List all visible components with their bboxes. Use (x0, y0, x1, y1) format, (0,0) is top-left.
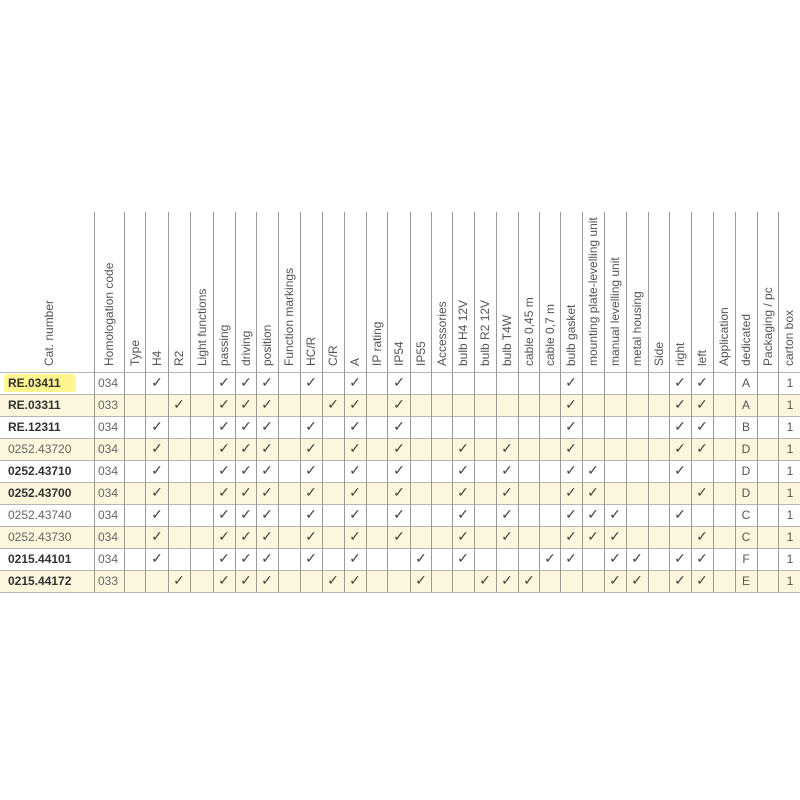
column-divider (648, 212, 649, 592)
column-divider (94, 212, 95, 592)
check-mark: ✓ (173, 572, 185, 588)
check-mark: ✓ (565, 484, 577, 500)
column-header: driving (239, 330, 253, 366)
check-mark: ✓ (565, 374, 577, 390)
check-mark: ✓ (305, 440, 317, 456)
row-divider (0, 394, 800, 395)
check-mark: ✓ (696, 418, 708, 434)
check-mark: ✓ (261, 506, 273, 522)
check-mark: ✓ (565, 528, 577, 544)
check-mark: ✓ (349, 528, 361, 544)
application-code: D (741, 464, 751, 478)
check-mark: ✓ (696, 572, 708, 588)
check-mark: ✓ (393, 528, 405, 544)
check-mark: ✓ (305, 550, 317, 566)
check-mark: ✓ (305, 418, 317, 434)
check-mark: ✓ (501, 440, 513, 456)
homologation-code: 034 (98, 464, 119, 478)
check-mark: ✓ (457, 528, 469, 544)
column-divider (474, 212, 475, 592)
cat-number: RE.03311 (8, 398, 61, 412)
column-divider (539, 212, 540, 592)
column-divider (518, 212, 519, 592)
check-mark: ✓ (349, 484, 361, 500)
check-mark: ✓ (393, 506, 405, 522)
check-mark: ✓ (696, 396, 708, 412)
check-mark: ✓ (501, 462, 513, 478)
application-code: F (742, 552, 750, 566)
check-mark: ✓ (523, 572, 535, 588)
check-mark: ✓ (218, 396, 230, 412)
column-header: cable 0,45 m (522, 297, 536, 366)
column-header: dedicated (739, 313, 753, 366)
check-mark: ✓ (696, 374, 708, 390)
check-mark: ✓ (479, 572, 491, 588)
check-mark: ✓ (674, 572, 686, 588)
check-mark: ✓ (393, 374, 405, 390)
column-divider (410, 212, 411, 592)
check-mark: ✓ (240, 484, 252, 500)
row-divider (0, 460, 800, 461)
check-mark: ✓ (674, 374, 686, 390)
check-mark: ✓ (349, 572, 361, 588)
column-header: C/R (326, 345, 340, 366)
column-header: IP54 (392, 341, 406, 366)
column-header: H4 (150, 350, 164, 366)
column-divider (626, 212, 627, 592)
carton-box-qty: 1 (786, 486, 794, 500)
check-mark: ✓ (218, 462, 230, 478)
check-mark: ✓ (631, 550, 643, 566)
row-divider (0, 438, 800, 439)
check-mark: ✓ (609, 572, 621, 588)
column-header: metal housing (630, 291, 644, 366)
check-mark: ✓ (240, 374, 252, 390)
homologation-code: 034 (98, 552, 119, 566)
column-header: bulb T4W (500, 314, 514, 366)
cat-number: 0252.43730 (8, 530, 72, 544)
column-header: mounting plate-levelling unit (586, 217, 600, 366)
check-mark: ✓ (457, 550, 469, 566)
homologation-code: 034 (98, 376, 119, 390)
check-mark: ✓ (674, 440, 686, 456)
column-divider (713, 212, 714, 592)
check-mark: ✓ (151, 440, 163, 456)
row-divider (0, 526, 800, 527)
check-mark: ✓ (261, 484, 273, 500)
check-mark: ✓ (151, 374, 163, 390)
check-mark: ✓ (415, 572, 427, 588)
homologation-code: 034 (98, 486, 119, 500)
check-mark: ✓ (240, 418, 252, 434)
check-mark: ✓ (151, 528, 163, 544)
column-header: right (673, 342, 687, 366)
application-code: C (741, 508, 751, 522)
column-header: manual levelling unit (608, 257, 622, 366)
column-header: Accessories (435, 301, 449, 366)
check-mark: ✓ (457, 462, 469, 478)
column-header: R2 (172, 350, 186, 366)
check-mark: ✓ (240, 506, 252, 522)
check-mark: ✓ (501, 572, 513, 588)
check-mark: ✓ (565, 440, 577, 456)
row-divider (0, 482, 800, 483)
check-mark: ✓ (151, 506, 163, 522)
column-header: passing (217, 324, 231, 366)
row-divider (0, 548, 800, 549)
homologation-code: 033 (98, 398, 119, 412)
cat-number: 0252.43720 (8, 442, 72, 456)
cat-number: 0215.44172 (8, 574, 72, 588)
column-header: Type (128, 339, 142, 366)
column-header: bulb H4 12V (456, 299, 470, 366)
check-mark: ✓ (544, 550, 556, 566)
check-mark: ✓ (631, 572, 643, 588)
check-mark: ✓ (240, 440, 252, 456)
column-header: bulb R2 12V (478, 299, 492, 366)
check-mark: ✓ (565, 462, 577, 478)
check-mark: ✓ (349, 418, 361, 434)
application-code: A (741, 398, 750, 412)
check-mark: ✓ (349, 374, 361, 390)
column-header: cable 0,7 m (543, 303, 557, 366)
carton-box-qty: 1 (786, 530, 794, 544)
check-mark: ✓ (587, 528, 599, 544)
application-code: C (741, 530, 751, 544)
check-mark: ✓ (674, 418, 686, 434)
check-mark: ✓ (261, 396, 273, 412)
check-mark: ✓ (457, 440, 469, 456)
check-mark: ✓ (501, 484, 513, 500)
carton-box-qty: 1 (786, 574, 794, 588)
column-header: HC/R (304, 336, 318, 366)
column-divider (190, 212, 191, 592)
check-mark: ✓ (349, 462, 361, 478)
check-mark: ✓ (151, 550, 163, 566)
check-mark: ✓ (393, 440, 405, 456)
column-header: carton box (782, 309, 796, 366)
check-mark: ✓ (151, 484, 163, 500)
check-mark: ✓ (349, 396, 361, 412)
check-mark: ✓ (393, 396, 405, 412)
check-mark: ✓ (261, 528, 273, 544)
check-mark: ✓ (457, 506, 469, 522)
application-code: D (741, 442, 751, 456)
check-mark: ✓ (609, 528, 621, 544)
check-mark: ✓ (565, 396, 577, 412)
check-mark: ✓ (218, 440, 230, 456)
cat-number: 0215.44101 (8, 552, 72, 566)
check-mark: ✓ (305, 506, 317, 522)
application-code: E (741, 574, 750, 588)
check-mark: ✓ (587, 462, 599, 478)
check-mark: ✓ (218, 506, 230, 522)
homologation-code: 034 (98, 420, 119, 434)
check-mark: ✓ (261, 462, 273, 478)
check-mark: ✓ (218, 374, 230, 390)
column-header: Packaging / pc (761, 287, 775, 366)
check-mark: ✓ (240, 396, 252, 412)
cat-number: 0252.43740 (8, 508, 72, 522)
check-mark: ✓ (674, 462, 686, 478)
check-mark: ✓ (609, 550, 621, 566)
check-mark: ✓ (240, 462, 252, 478)
check-mark: ✓ (565, 418, 577, 434)
column-header: Cat. number (42, 299, 56, 366)
cat-number: RE.03411 (8, 376, 61, 390)
check-mark: ✓ (674, 506, 686, 522)
application-code: B (741, 420, 750, 434)
check-mark: ✓ (261, 418, 273, 434)
column-header: IP rating (370, 321, 384, 366)
check-mark: ✓ (261, 572, 273, 588)
row-divider (0, 570, 800, 571)
check-mark: ✓ (501, 506, 513, 522)
check-mark: ✓ (587, 506, 599, 522)
carton-box-qty: 1 (786, 398, 794, 412)
check-mark: ✓ (151, 418, 163, 434)
application-code: D (741, 486, 751, 500)
column-header: Light functions (195, 288, 209, 366)
check-mark: ✓ (349, 550, 361, 566)
check-mark: ✓ (565, 550, 577, 566)
check-mark: ✓ (696, 484, 708, 500)
row-divider (0, 592, 800, 593)
check-mark: ✓ (305, 484, 317, 500)
check-mark: ✓ (587, 484, 599, 500)
check-mark: ✓ (349, 440, 361, 456)
column-divider (431, 212, 432, 592)
check-mark: ✓ (674, 550, 686, 566)
check-mark: ✓ (305, 528, 317, 544)
carton-box-qty: 1 (786, 464, 794, 478)
homologation-code: 034 (98, 530, 119, 544)
column-divider (124, 212, 125, 592)
carton-box-qty: 1 (786, 552, 794, 566)
check-mark: ✓ (261, 550, 273, 566)
cat-number: 0252.43700 (8, 486, 72, 500)
check-mark: ✓ (609, 506, 621, 522)
check-mark: ✓ (218, 572, 230, 588)
check-mark: ✓ (674, 396, 686, 412)
column-header: position (260, 324, 274, 366)
column-divider (757, 212, 758, 592)
row-divider (0, 504, 800, 505)
homologation-code: 034 (98, 508, 119, 522)
cat-number: 0252.43710 (8, 464, 72, 478)
column-header: Side (652, 341, 666, 366)
carton-box-qty: 1 (786, 376, 794, 390)
check-mark: ✓ (393, 418, 405, 434)
check-mark: ✓ (240, 550, 252, 566)
column-divider (387, 212, 388, 592)
application-code: A (741, 376, 750, 390)
check-mark: ✓ (261, 374, 273, 390)
check-mark: ✓ (261, 440, 273, 456)
check-mark: ✓ (457, 484, 469, 500)
column-header: IP55 (414, 341, 428, 366)
check-mark: ✓ (696, 440, 708, 456)
check-mark: ✓ (349, 506, 361, 522)
carton-box-qty: 1 (786, 442, 794, 456)
check-mark: ✓ (327, 396, 339, 412)
column-header: Homologation code (102, 262, 116, 366)
check-mark: ✓ (218, 484, 230, 500)
check-mark: ✓ (696, 528, 708, 544)
check-mark: ✓ (218, 418, 230, 434)
carton-box-qty: 1 (786, 420, 794, 434)
check-mark: ✓ (240, 528, 252, 544)
check-mark: ✓ (501, 528, 513, 544)
carton-box-qty: 1 (786, 508, 794, 522)
homologation-code: 034 (98, 442, 119, 456)
check-mark: ✓ (696, 550, 708, 566)
check-mark: ✓ (305, 374, 317, 390)
cat-number: RE.12311 (8, 420, 61, 434)
column-divider (778, 212, 779, 592)
column-header: left (695, 349, 709, 366)
column-header: Function markings (282, 267, 296, 366)
check-mark: ✓ (305, 462, 317, 478)
check-mark: ✓ (327, 572, 339, 588)
column-divider (145, 212, 146, 592)
check-mark: ✓ (393, 462, 405, 478)
check-mark: ✓ (173, 396, 185, 412)
column-divider (366, 212, 367, 592)
row-divider (0, 416, 800, 417)
check-mark: ✓ (218, 550, 230, 566)
column-header: Application (717, 307, 731, 366)
column-divider (278, 212, 279, 592)
column-header: bulb gasket (564, 304, 578, 366)
homologation-code: 033 (98, 574, 119, 588)
row-divider (0, 372, 800, 373)
check-mark: ✓ (151, 462, 163, 478)
check-mark: ✓ (240, 572, 252, 588)
check-mark: ✓ (415, 550, 427, 566)
check-mark: ✓ (393, 484, 405, 500)
check-mark: ✓ (565, 506, 577, 522)
column-header: A (348, 357, 362, 366)
check-mark: ✓ (218, 528, 230, 544)
